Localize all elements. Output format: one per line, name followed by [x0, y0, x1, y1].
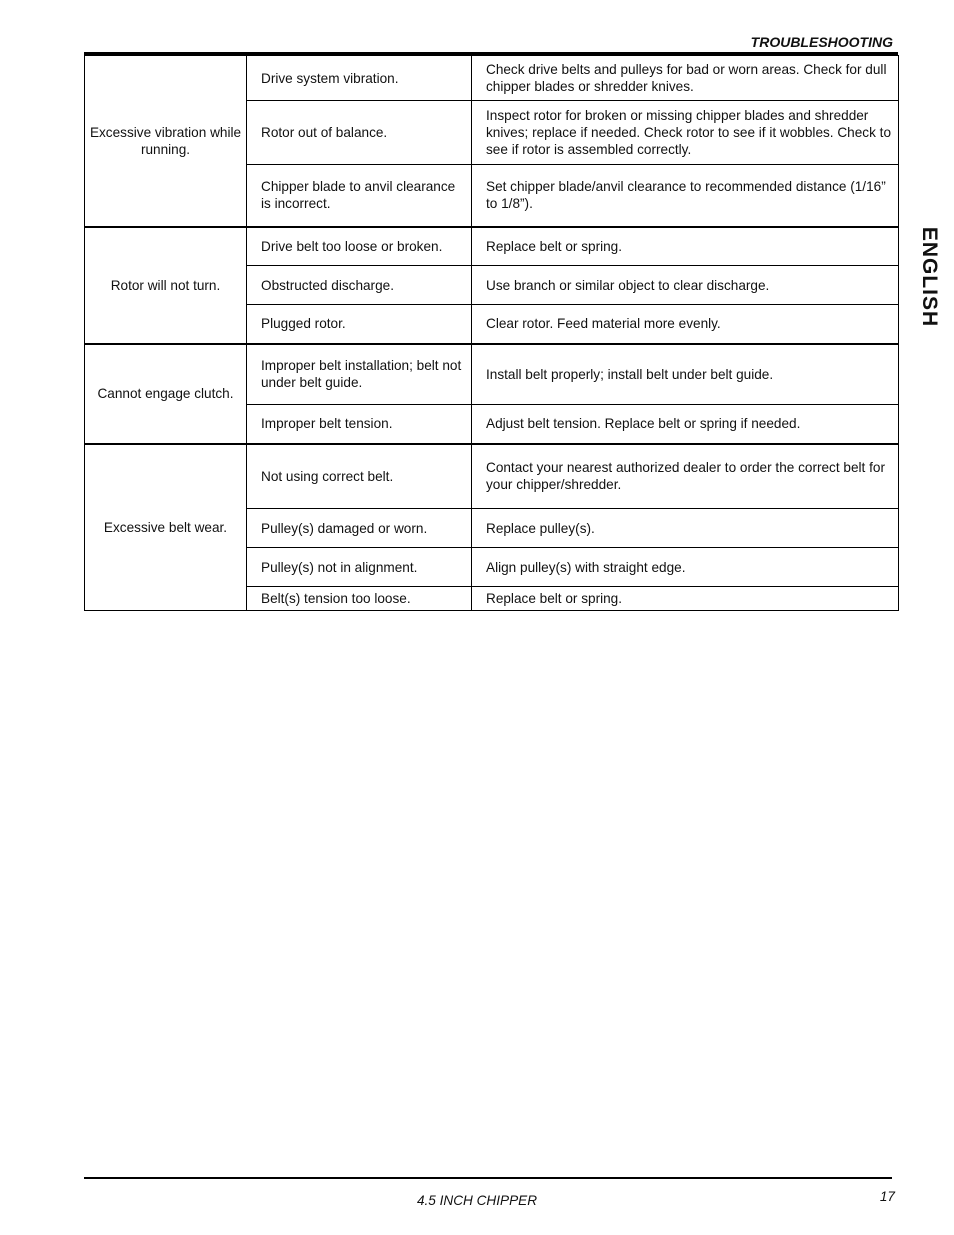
remedy-cell: Set chipper blade/anvil clearance to recommended distance (1/16” to 1/8”). — [472, 165, 899, 227]
remedy-cell: Clear rotor. Feed material more evenly. — [472, 305, 899, 344]
remedy-cell: Replace belt or spring. — [472, 587, 899, 611]
language-tab-label: ENGLISH — [918, 226, 941, 328]
footer-document-title: 4.5 INCH CHIPPER — [416, 1193, 538, 1208]
troubleshooting-table — [84, 55, 899, 611]
cause-cell: Obstructed discharge. — [247, 266, 472, 305]
cause-cell: Pulley(s) damaged or worn. — [247, 509, 472, 548]
remedy-cell: Replace belt or spring. — [472, 227, 899, 266]
remedy-cell: Use branch or similar object to clear discharge. — [472, 266, 899, 305]
remedy-cell: Adjust belt tension. Replace belt or spring if needed. — [472, 405, 899, 444]
problem-cell: Excessive belt wear. — [85, 444, 247, 611]
remedy-cell: Install belt properly; install belt under belt guide. — [472, 344, 899, 405]
cause-cell: Drive belt too loose or broken. — [247, 227, 472, 266]
page-number: 17 — [879, 1189, 895, 1204]
problem-cell: Rotor will not turn. — [85, 227, 247, 344]
cause-cell: Not using correct belt. — [247, 444, 472, 509]
remedy-cell: Contact your nearest authorized dealer to order the correct belt for your chipper/shredder. — [472, 444, 899, 509]
section-title: TROUBLESHOOTING — [750, 34, 893, 50]
problem-cell: Excessive vibration while running. — [85, 56, 247, 227]
problem-cell: Cannot engage clutch. — [85, 344, 247, 444]
cause-cell: Drive system vibration. — [247, 56, 472, 101]
table-row — [85, 227, 899, 266]
cause-cell: Improper belt tension. — [247, 405, 472, 444]
remedy-cell: Replace pulley(s). — [472, 509, 899, 548]
footer-rule — [84, 1177, 892, 1179]
table-row — [85, 56, 899, 101]
remedy-cell: Inspect rotor for broken or missing chipper blades and shredder knives; replace if needed. Check rotor to see if it wobbles. Check to see if rotor is assembled correctly. — [472, 101, 899, 165]
cause-cell: Plugged rotor. — [247, 305, 472, 344]
table-row — [85, 444, 899, 509]
cause-cell: Rotor out of balance. — [247, 101, 472, 165]
remedy-cell: Align pulley(s) with straight edge. — [472, 548, 899, 587]
cause-cell: Belt(s) tension too loose. — [247, 587, 472, 611]
cause-cell: Improper belt installation; belt not under belt guide. — [247, 344, 472, 405]
language-tab — [905, 225, 954, 329]
table-row — [85, 344, 899, 405]
remedy-cell: Check drive belts and pulleys for bad or worn areas. Check for dull chipper blades or shredder knives. — [472, 56, 899, 101]
cause-cell: Chipper blade to anvil clearance is incorrect. — [247, 165, 472, 227]
cause-cell: Pulley(s) not in alignment. — [247, 548, 472, 587]
